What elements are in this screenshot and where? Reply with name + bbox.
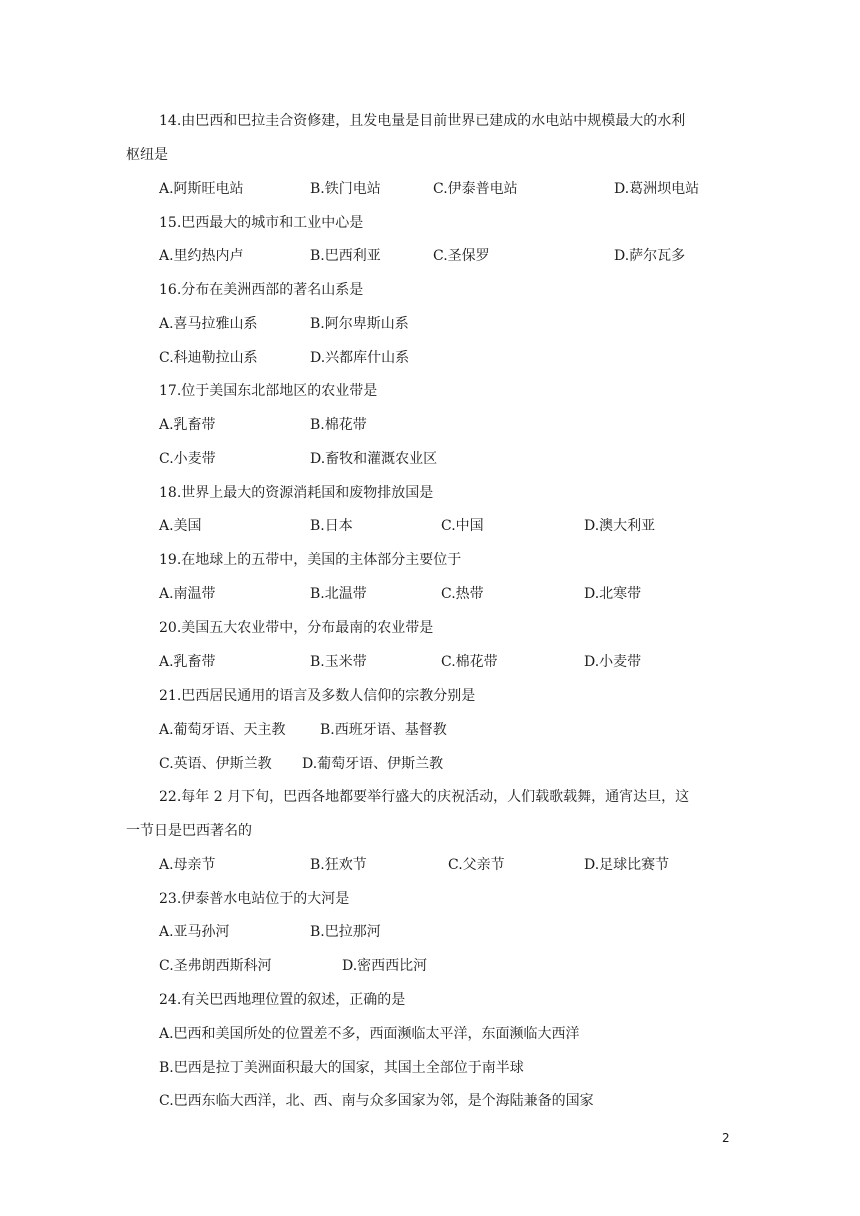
question-17-option-c: C.小麦带 [159, 451, 216, 467]
question-22-option-c: C.父亲节 [448, 857, 505, 873]
question-19-option-b: B.北温带 [310, 586, 367, 602]
question-22-option-a: A.母亲节 [159, 857, 216, 873]
question-14-option-d: D.葛洲坝电站 [614, 181, 700, 197]
question-18-option-d: D.澳大利亚 [584, 518, 656, 534]
question-19-option-a: A.南温带 [159, 586, 216, 602]
question-22-stem: 22.每年 2 月下旬，巴西各地都要举行盛大的庆祝活动，人们载歌载舞，通宵达旦，这 [159, 789, 690, 805]
question-21-option-b: B.西班牙语、基督教 [320, 722, 447, 738]
question-15-option-a: A.里约热内卢 [159, 248, 244, 264]
question-17-stem: 17.位于美国东北部地区的农业带是 [159, 383, 378, 399]
question-16-option-d: D.兴都库什山系 [310, 350, 410, 366]
question-23-option-d: D.密西西比河 [342, 958, 428, 974]
question-15-stem: 15.巴西最大的城市和工业中心是 [159, 215, 364, 231]
question-24-option-a: A.巴西和美国所处的位置差不多，西面濒临太平洋，东面濒临大西洋 [159, 1026, 580, 1042]
question-17-option-a: A.乳畜带 [159, 417, 216, 433]
question-18-stem: 18.世界上最大的资源消耗国和废物排放国是 [159, 485, 434, 501]
question-21-stem: 21.巴西居民通用的语言及多数人信仰的宗教分别是 [159, 688, 476, 704]
question-20-option-d: D.小麦带 [584, 654, 642, 670]
question-24-option-c: C.巴西东临大西洋，北、西、南与众多国家为邻，是个海陆兼备的国家 [159, 1093, 594, 1109]
question-23-option-a: A.亚马孙河 [159, 924, 230, 940]
question-18-option-a: A.美国 [159, 518, 202, 534]
question-19-option-d: D.北寒带 [584, 586, 642, 602]
question-21-option-d: D.葡萄牙语、伊斯兰教 [302, 756, 444, 772]
question-14-option-b: B.铁门电站 [310, 181, 381, 197]
question-24-stem: 24.有关巴西地理位置的叙述，正确的是 [159, 992, 406, 1008]
question-16-stem: 16.分布在美洲西部的著名山系是 [159, 282, 364, 298]
question-15-option-d: D.萨尔瓦多 [614, 248, 686, 264]
question-14-stem: 14.由巴西和巴拉圭合资修建，且发电量是目前世界已建成的水电站中规模最大的水利 [159, 113, 686, 129]
question-22-option-b: B.狂欢节 [310, 857, 367, 873]
question-18-option-b: B.日本 [310, 518, 353, 534]
question-14-option-c: C.伊泰普电站 [433, 181, 518, 197]
question-20-option-c: C.棉花带 [441, 654, 498, 670]
question-23-stem: 23.伊泰普水电站位于的大河是 [159, 891, 350, 907]
question-14-option-a: A.阿斯旺电站 [159, 181, 244, 197]
question-15-option-c: C.圣保罗 [433, 248, 490, 264]
question-20-option-a: A.乳畜带 [159, 654, 216, 670]
question-23-option-b: B.巴拉那河 [310, 924, 381, 940]
question-16-option-c: C.科迪勒拉山系 [159, 350, 258, 366]
question-21-option-c: C.英语、伊斯兰教 [159, 756, 272, 772]
question-19-option-c: C.热带 [441, 586, 484, 602]
question-20-stem: 20.美国五大农业带中，分布最南的农业带是 [159, 620, 434, 636]
question-24-option-b: B.巴西是拉丁美洲面积最大的国家，其国土全部位于南半球 [159, 1060, 524, 1076]
page-number: 2 [722, 1131, 730, 1145]
question-23-option-c: C.圣弗朗西斯科河 [159, 958, 272, 974]
question-22-option-d: D.足球比赛节 [584, 857, 670, 873]
question-14-stem-continued: 枢纽是 [126, 147, 168, 163]
question-16-option-a: A.喜马拉雅山系 [159, 316, 258, 332]
question-22-stem-continued: 一节日是巴西著名的 [126, 823, 252, 839]
question-16-option-b: B.阿尔卑斯山系 [310, 316, 409, 332]
question-15-option-b: B.巴西利亚 [310, 248, 381, 264]
question-17-option-b: B.棉花带 [310, 417, 367, 433]
question-21-option-a: A.葡萄牙语、天主教 [159, 722, 286, 738]
question-20-option-b: B.玉米带 [310, 654, 367, 670]
question-18-option-c: C.中国 [441, 518, 484, 534]
question-17-option-d: D.畜牧和灌溉农业区 [310, 451, 438, 467]
question-19-stem: 19.在地球上的五带中，美国的主体部分主要位于 [159, 552, 462, 568]
